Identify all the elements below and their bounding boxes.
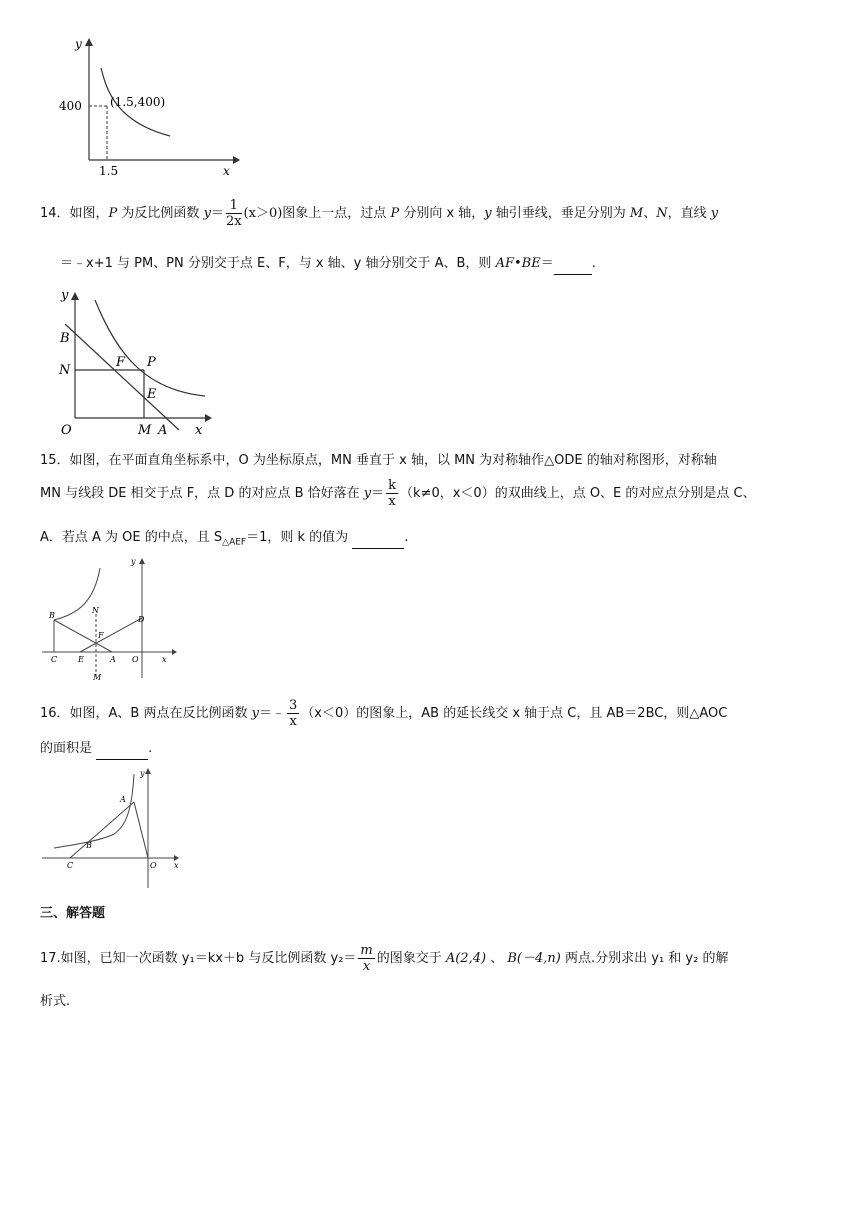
label-M: M (93, 673, 102, 682)
product-AF-BE: AF•BE (495, 256, 541, 271)
q14-text: ，直线 (667, 206, 711, 221)
label-B: B (60, 331, 70, 346)
q14-number: 14．如图， (40, 206, 109, 221)
label-N: N (59, 363, 71, 378)
period: . (148, 741, 153, 756)
label-y: y (61, 288, 69, 303)
y-tick-label: 400 (59, 99, 82, 113)
frac-den: x (388, 494, 396, 509)
q16-line1 (40, 698, 727, 729)
q14-text: 轴引垂线，垂足分别为 (491, 206, 630, 221)
q17-text: 两点.分别求出 y₁ 和 y₂ 的解 (564, 951, 729, 966)
q14-text: ＝﹣x+1 与 PM、PN 分别交于点 E、F，与 x 轴、y 轴分别交于 A、B，则 (60, 256, 496, 271)
var-y: y (203, 206, 211, 221)
equals: ＝ (540, 256, 554, 271)
q15-text: ＝1，则 k 的值为 (246, 530, 349, 545)
frac-num: m (360, 943, 373, 958)
period: . (591, 256, 596, 271)
q15-line2 (40, 478, 756, 509)
condition: (x＞0) (243, 206, 283, 221)
fraction (226, 198, 242, 229)
label-D: D (138, 615, 145, 624)
label-B: B (86, 841, 92, 850)
q14-line1 (40, 198, 718, 229)
label-M: M (138, 423, 152, 438)
q15-text: 15．如图，在平面直角坐标系中，O 为坐标原点，MN 垂直于 x 轴，以 MN 为对称轴作△ODE 的轴对称图形，对称轴 (40, 453, 717, 468)
point-N: N (656, 206, 668, 221)
q14-graph (55, 284, 215, 439)
label-A: A (158, 423, 168, 438)
frac-den: 2x (225, 214, 242, 229)
q15-text: A．若点 A 为 OE 的中点，且 S (40, 530, 223, 545)
var-y: y (363, 486, 372, 501)
label-F: F (116, 355, 126, 370)
sep: 、 (643, 206, 657, 221)
label-A: A (110, 655, 116, 664)
q17-text: 析式. (40, 994, 71, 1009)
label-x: x (174, 861, 179, 870)
var-y: y (484, 206, 492, 221)
answer-blank[interactable] (352, 528, 404, 549)
label-B: B (49, 611, 55, 620)
q13-graph (55, 32, 245, 182)
label-A: A (120, 795, 126, 804)
q17-text: 的图象交于 (376, 951, 442, 966)
answer-blank[interactable] (554, 254, 592, 275)
frac-num: 1 (226, 198, 242, 214)
fraction (287, 698, 299, 729)
q15-line1 (40, 451, 717, 471)
q14-text: 分别向 x 轴， (399, 206, 485, 221)
var-y: y (251, 706, 259, 721)
label-P: P (147, 355, 156, 370)
label-C: C (67, 861, 74, 870)
frac-num: 3 (289, 698, 298, 713)
q14-text: 图象上一点，过点 (282, 206, 391, 221)
q15-line3 (40, 528, 408, 553)
q16-text: 的面积是 (40, 741, 93, 756)
x-tick-label: 1.5 (99, 164, 119, 178)
fraction (358, 943, 374, 974)
point-P: P (108, 206, 118, 221)
q16-text: 16．如图，A、B 两点在反比例函数 (40, 706, 252, 721)
label-E: E (78, 655, 84, 664)
label-F: F (98, 631, 104, 640)
equals: ＝﹣ (258, 706, 285, 721)
q17-line1 (40, 943, 728, 974)
area-subscript: △AEF (222, 537, 247, 548)
q17-line2 (40, 992, 70, 1012)
label-x: x (162, 655, 167, 664)
q14-line2 (60, 254, 596, 275)
q14-text: 为反比例函数 (117, 206, 204, 221)
label-x: x (195, 423, 203, 438)
y-axis-label: y (75, 37, 82, 51)
q16-graph (40, 764, 185, 894)
label-O: O (132, 655, 139, 664)
q15-text: MN 与线段 DE 相交于点 F，点 D 的对应点 B 恰好落在 (40, 486, 364, 501)
q15-text: （k≠0，x＜0）的双曲线上，点 O、E 的对应点分别是点 C、 (400, 486, 756, 501)
fraction (386, 478, 398, 509)
point-M: M (629, 206, 644, 221)
var-y: y (710, 206, 719, 221)
label-y: y (140, 769, 145, 778)
label-C: C (51, 655, 58, 664)
frac-num: k (388, 478, 397, 493)
q16-text: （x＜0）的图象上，AB 的延长线交 x 轴于点 C，且 AB＝2BC，则△AOC (301, 706, 728, 721)
label-E: E (147, 387, 157, 402)
q17-text: 17.如图，已知一次函数 y₁＝kx＋b 与反比例函数 y₂＝ (40, 951, 357, 966)
point-A: A(2,4) (445, 951, 487, 966)
label-O: O (150, 861, 157, 870)
frac-den: x (362, 959, 371, 974)
answer-blank[interactable] (96, 739, 148, 760)
frac-den: x (289, 714, 297, 729)
q15-graph (38, 554, 178, 684)
label-N: N (92, 606, 99, 615)
point-B: B(－4,n) (507, 951, 561, 966)
label-y: y (131, 557, 136, 566)
period: . (404, 530, 409, 545)
section-heading: 三、解答题 (40, 906, 106, 921)
equals: ＝ (210, 206, 224, 221)
q16-line2 (40, 739, 152, 760)
x-axis-label: x (223, 164, 230, 178)
label-O: O (61, 423, 72, 438)
equals: ＝ (371, 486, 385, 501)
point-P: P (390, 206, 400, 221)
point-label: (1.5,400) (110, 95, 166, 109)
sep: 、 (490, 951, 504, 966)
